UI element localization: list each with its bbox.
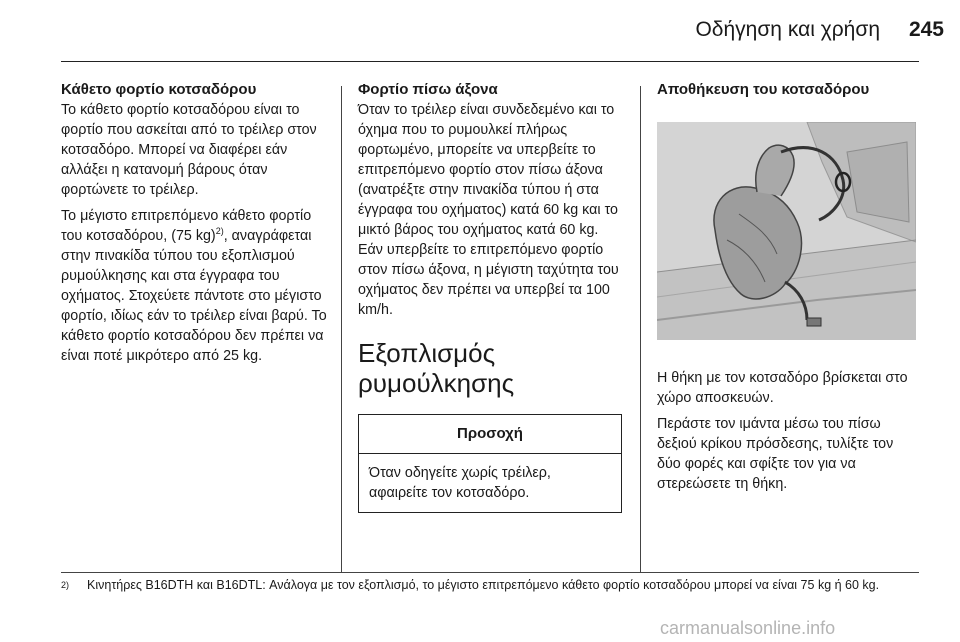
header-title: Οδήγηση και χρήση bbox=[695, 18, 880, 41]
footnote-text: Κινητήρες B16DTH και B16DTL: Ανάλογα με τον εξοπλισμό, το μέγιστο επιτρεπόμενο κάθετο φορτίο κοτσαδόρου μπορεί να είναι 75 kg ή 60 kg. bbox=[87, 578, 880, 592]
header-rule bbox=[61, 61, 919, 62]
footnote-reference[interactable]: 2) bbox=[215, 226, 224, 237]
column-3 bbox=[657, 80, 919, 500]
storage-paragraph-1: Η θήκη με τον κοτσαδόρο βρίσκεται στο χώρο αποσκευών. bbox=[657, 370, 908, 406]
rear-axle-paragraph: Όταν το τρέιλερ είναι συνδεδεμένο και το όχημα που το ρυμουλκεί πλήρως φορτωμένο, μπορείτε να υπερβείτε το επιτρεπόμενο φορτίο στον πίσω άξονα (ανατρέξτε στην πινακίδα τύπου ή στα έγγραφα του οχήματος) κατά 60 kg και το μικτό βάρος του οχήματος κατά 60 kg. Εάν υπερβείτε το επιτρεπόμενο φορτίο στον πίσω άξονα, η μέγιστη ταχύτητα του οχήματος δεν πρέπει να υπερβεί τα 100 km/h. bbox=[358, 102, 619, 318]
caution-title: Προσοχή bbox=[359, 415, 621, 454]
caution-text: Όταν οδηγείτε χωρίς τρέιλερ, αφαιρείτε τον κοτσαδόρο. bbox=[369, 465, 551, 501]
towing-equipment-heading: Εξοπλισμός ρυμούλκησης bbox=[358, 338, 515, 398]
column-divider-2 bbox=[640, 86, 641, 572]
footnote bbox=[61, 578, 919, 593]
watermark: carmanualsonline.info bbox=[660, 618, 836, 638]
column-2 bbox=[358, 80, 624, 513]
footnote-mark: 2) bbox=[61, 580, 70, 590]
footnote-rule bbox=[61, 572, 919, 573]
vertical-load-text-post: , αναγράφεται στην πινακίδα τύπου του εξοπλισμού ρυμούλκησης και στα έγγραφα του οχήματος. Στοχεύετε πάντοτε στο μέγιστο φορτίο, ιδίως εάν το τρέιλερ είναι βαρύ. Το κάθετο φορτίο κοτσαδόρου δεν πρέπει να είναι ποτέ μικρότερο από 25 kg. bbox=[61, 228, 327, 364]
tow-hitch-bag-illustration-icon bbox=[657, 122, 916, 340]
rear-axle-heading: Φορτίο πίσω άξονα bbox=[358, 81, 498, 98]
vertical-load-text-pre: Το μέγιστο επιτρεπόμενο κάθετο φορτίο του κοτσαδόρου, (75 kg) bbox=[61, 208, 312, 244]
vertical-load-paragraph-2 bbox=[61, 206, 327, 366]
storage-heading: Αποθήκευση του κοτσαδόρου bbox=[657, 81, 870, 98]
column-divider-1 bbox=[341, 86, 342, 572]
storage-paragraph-2: Περάστε τον ιμάντα μέσω του πίσω δεξιού κρίκου πρόσδεσης, τυλίξτε τον δύο φορές και σφίξτε τον για να στερεώσετε τη θήκη. bbox=[657, 416, 894, 492]
column-1 bbox=[61, 80, 327, 372]
vertical-load-paragraph-1: Το κάθετο φορτίο κοτσαδόρου είναι το φορτίο που ασκείται από το τρέιλερ στον κοτσαδόρο. Μπορεί να διαφέρει εάν αλλάξει η κατανομή βάρους όταν φορτώνετε το τρέιλερ. bbox=[61, 102, 317, 198]
vertical-load-heading: Κάθετο φορτίο κοτσαδόρου bbox=[61, 81, 257, 98]
page-number: 245 bbox=[908, 18, 944, 41]
caution-box bbox=[358, 414, 622, 513]
